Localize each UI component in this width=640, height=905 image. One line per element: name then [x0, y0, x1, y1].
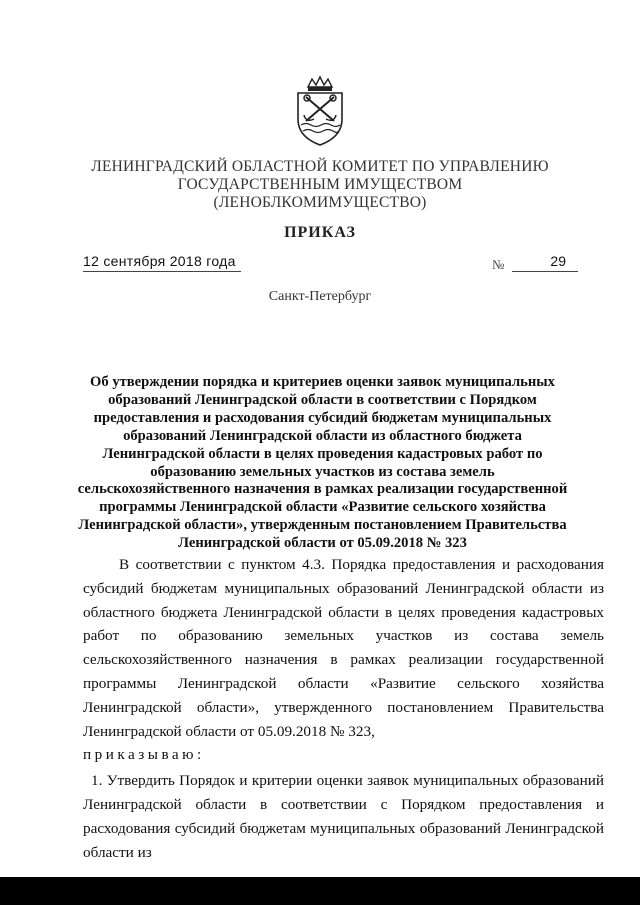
body-paragraph-item1: 1. Утвердить Порядок и критерии оценки заявок муниципальных образований Ленинградской области в соответствии с Порядком предоставления и расходования субсидий бюджетам муниципальных образований Ленинградской области из: [83, 772, 604, 861]
document-number: [512, 253, 578, 272]
organization-name-line1: ЛЕНИНГРАДСКИЙ ОБЛАСТНОЙ КОМИТЕТ ПО УПРАВЛЕНИЮ: [91, 158, 549, 175]
scan-border: [0, 877, 640, 905]
document-subject: Об утверждении порядка и критериев оценки заявок муниципальных образований Ленинградской области в соответствии с Порядком предоставления и расходования субсидий бюджетам муниципальных образований Ленинградской области из областного бюджета Ленинградской области в целях проведения кадастровых работ по образованию земельных участков из состава земель сельскохозяйственного назначения в рамках реализации государственной программы Ленинградской области «Развитие сельского хозяйства Ленинградской области», утвержденным постановлением Правительства Ленинградской области от 05.09.2018 № 323: [77, 374, 568, 552]
number-sign: №: [492, 257, 505, 272]
organization-name-line2: ГОСУДАРСТВЕННЫМ ИМУЩЕСТВОМ: [177, 176, 463, 193]
document-date: 12 сентября 2018 года: [83, 253, 241, 272]
document-type-title: ПРИКАЗ: [284, 224, 356, 241]
body-paragraph-preamble: В соответствии с пунктом 4.3. Порядка предоставления и расходования субсидий бюджетам муниципальных образований Ленинградской области из областного бюджета Ленинградской области в целях проведения кадастровых работ по образованию земельных участков из состава земель сельскохозяйственного назначения в рамках реализации государственной программы Ленинградской области «Развитие сельского хозяйства Ленинградской области», утвержденного постановлением Правительства Ленинградской области от 05.09.2018 № 323,: [83, 556, 604, 740]
coat-of-arms-icon: [290, 75, 350, 147]
order-word: приказываю:: [83, 746, 205, 764]
document-city: Санкт-Петербург: [268, 289, 372, 304]
document-number-value: 29: [550, 253, 566, 269]
document-body: [83, 553, 604, 864]
organization-abbreviation: (ЛЕНОБЛКОМИМУЩЕСТВО): [213, 194, 427, 211]
